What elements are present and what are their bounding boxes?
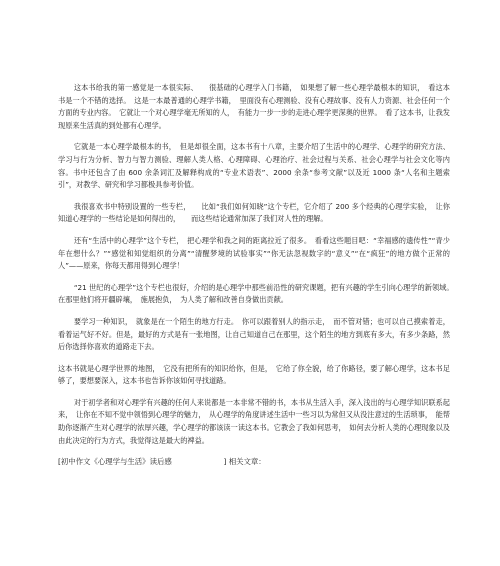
- paragraph-learning-metaphor: 要学习一种知识， 就象是在一个陌生的地方行走。 你可以跟着别人的指示走， 而不管对错；也可以自己摸索着走，看着运气好不好。但是，最好的方式是有一张地图，让自己知道自己在那里，这个陌生的地方到底有多大，有多少条路，然后你选择你喜欢的道路走下去。: [58, 316, 450, 352]
- footer-title: [初中作文《心理学与生活》读后感: [58, 457, 172, 467]
- related-articles-line: [58, 456, 450, 468]
- footer-spacer: [174, 457, 221, 466]
- paragraph-overview: 它就是一本心理学最根本的书， 但是却很全面，这本书有十八章，主要介绍了生活中的心理学、心理学的研究方法、学习与行为分析、智力与智力测验、理解人类人格、心理障碍、心理治疗、社会过程与关系、社会心理学与社会文化等内容。书中还包含了由 600 余条词汇及解释构成的“专业术语表”、2000 余条“参考文献”以及近 1000 条“人名和主题索引”，对教学、研究和学习都极具参考价值。: [58, 142, 450, 190]
- footer-related-label: ] 相关文章：: [223, 457, 266, 467]
- paragraph-conclusion: 对于初学者和对心理学有兴趣的任何人来说都是一本非常不错的书，本书从生活入手，深入浅出的与心理学知识联系起来， 让你在不知不觉中领悟到心理学的魅力， 从心理学的角度讲述生活中一些习以为常但又从没注意过的生活琐事， 能帮助你逐渐产生对心理学的浓厚兴趣，学心理学的都该读一读这本书。它教会了我如何思考， 如何去分析人类的心理现象以及由此决定的行为方式，我觉得这是最大的裨益。: [58, 397, 450, 445]
- paragraph-life-column: 还有“生活中的心理学”这个专栏， 把心理学和我之间的距离拉近了很多。 看看这些题目吧：“幸福感的遗传性”“青少年在想什么？”“感觉和知觉组织的分离”“清醒梦境的试验事实”“你无法忽视数字的“意义”“在“疯狂”的地方做个正常的人”——原来，你每天都用得到心理学！: [58, 235, 450, 271]
- paragraph-21st-century: “21 世纪的心理学”这个专栏也很好，介绍的是心理学中那些前沿性的研究课题，把有兴趣的学生引向心理学的新领域。 在那里他们将开疆辟壤， 施展抱负， 为人类了解和改善自身做出贡献。: [58, 282, 458, 305]
- paragraph-map: 这本书就是心理学世界的地图， 它没有把所有的知识给你，但是， 它给了你全貌，给了你路径，要了解心理学，这本书足够了，要想要深入，这本书也告诉你该如何寻找道路。: [58, 363, 450, 386]
- paragraph-columns: 我很喜欢书中特别设置的一些专栏， 比如“我们如何知晓”这个专栏，它介绍了 200 多个经典的心理学实验， 让你知道心理学的一些结论是如何得出的， 而这些结论通常加深了我们对人性的理解。: [58, 201, 450, 224]
- paragraph-intro: 这本书给我的第一感觉是一本很实际、 很基础的心理学入门书籍， 如果想了解一些心理学最根本的知识， 看这本书是一个不错的选择。 这是一本最普通的心理学书籍， 里面没有心理测验、没有心理故事、没有人力资源、社会任何一个方面的专业内容。 它就让一个对心理学毫无所知的人， 有能力一步一步的走进心理学更深奥的世界。 看了这本书，让我发现原来生活真的到处都有心理学。: [58, 83, 450, 130]
